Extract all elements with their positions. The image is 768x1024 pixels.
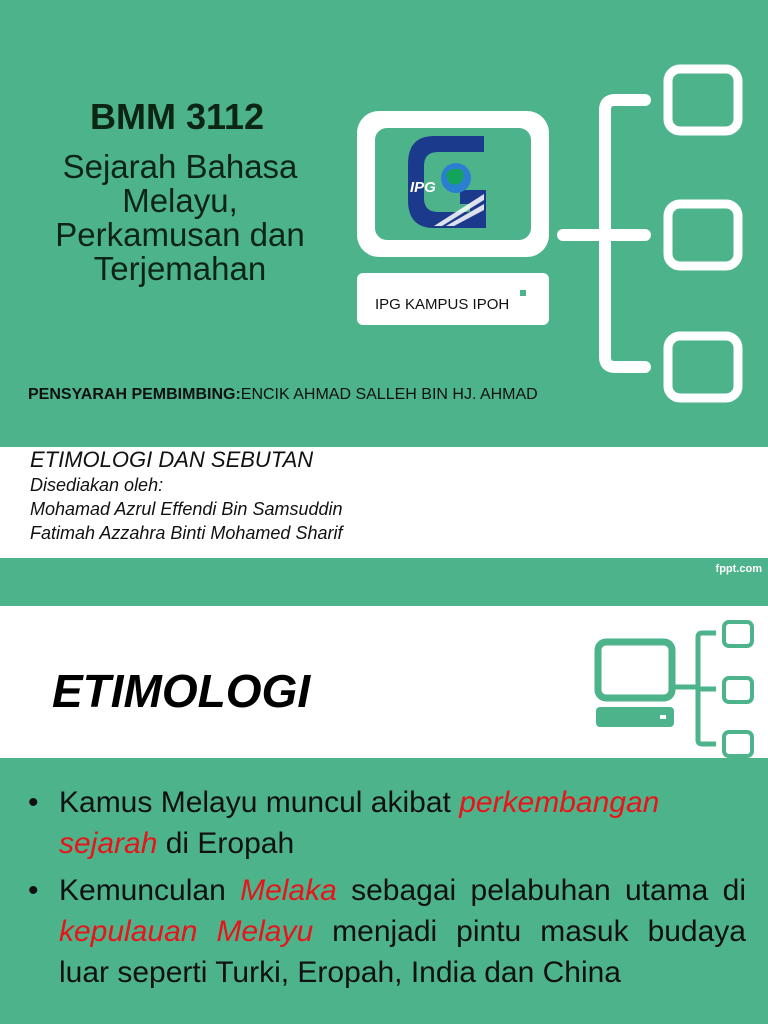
author-name: Mohamad Azrul Effendi Bin Samsuddin xyxy=(30,499,343,519)
bullet-text: Kamus Melayu muncul akibat xyxy=(59,786,460,819)
bullet-list xyxy=(28,782,746,999)
bullet-dot: • xyxy=(28,874,39,907)
lecturer-line xyxy=(28,386,538,404)
subtitle-block xyxy=(30,447,343,545)
bullet-item xyxy=(28,782,746,864)
prepared-by-label: Disediakan oleh: xyxy=(30,475,164,495)
content-slide xyxy=(0,606,768,1024)
tree-boxes-icon xyxy=(555,60,755,410)
highlight-text: kepulauan Melayu xyxy=(59,915,314,948)
course-title: Sejarah Bahasa Melayu, Perkamusan dan Terjemahan xyxy=(55,148,305,287)
highlight-text: perkembangan sejarah xyxy=(59,786,660,860)
computer-tree-icon xyxy=(590,612,760,758)
bullet-text: menjadi pintu masuk budaya luar seperti Turki, Eropah, India dan China xyxy=(59,915,746,989)
author-name: Fatimah Azzahra Binti Mohamed Sharif xyxy=(30,523,343,543)
bullet-text: Kemunculan xyxy=(59,874,241,907)
content-slide-header xyxy=(0,606,768,758)
brand-watermark: fppt.com xyxy=(715,563,762,575)
topic-title: ETIMOLOGI DAN SEBUTAN xyxy=(30,447,314,472)
bullet-item xyxy=(28,870,746,993)
bullet-text: sebagai pelabuhan utama di xyxy=(336,874,746,907)
slide-title: ETIMOLOGI xyxy=(52,665,311,717)
bullet-dot: • xyxy=(28,786,39,819)
ipg-logo-icon xyxy=(404,134,490,230)
lecturer-label: PENSYARAH PEMBIMBING: xyxy=(28,386,241,403)
logo-text: IPG xyxy=(410,179,436,196)
bullet-text: di Eropah xyxy=(157,827,295,860)
highlight-text: Melaka xyxy=(240,874,337,907)
campus-label: IPG KAMPUS IPOH xyxy=(375,296,510,313)
campus-dot xyxy=(520,290,526,296)
lecturer-name: ENCIK AHMAD SALLEH BIN HJ. AHMAD xyxy=(240,386,538,403)
title-slide-footer xyxy=(0,558,768,606)
course-code: BMM 3112 xyxy=(90,96,265,137)
